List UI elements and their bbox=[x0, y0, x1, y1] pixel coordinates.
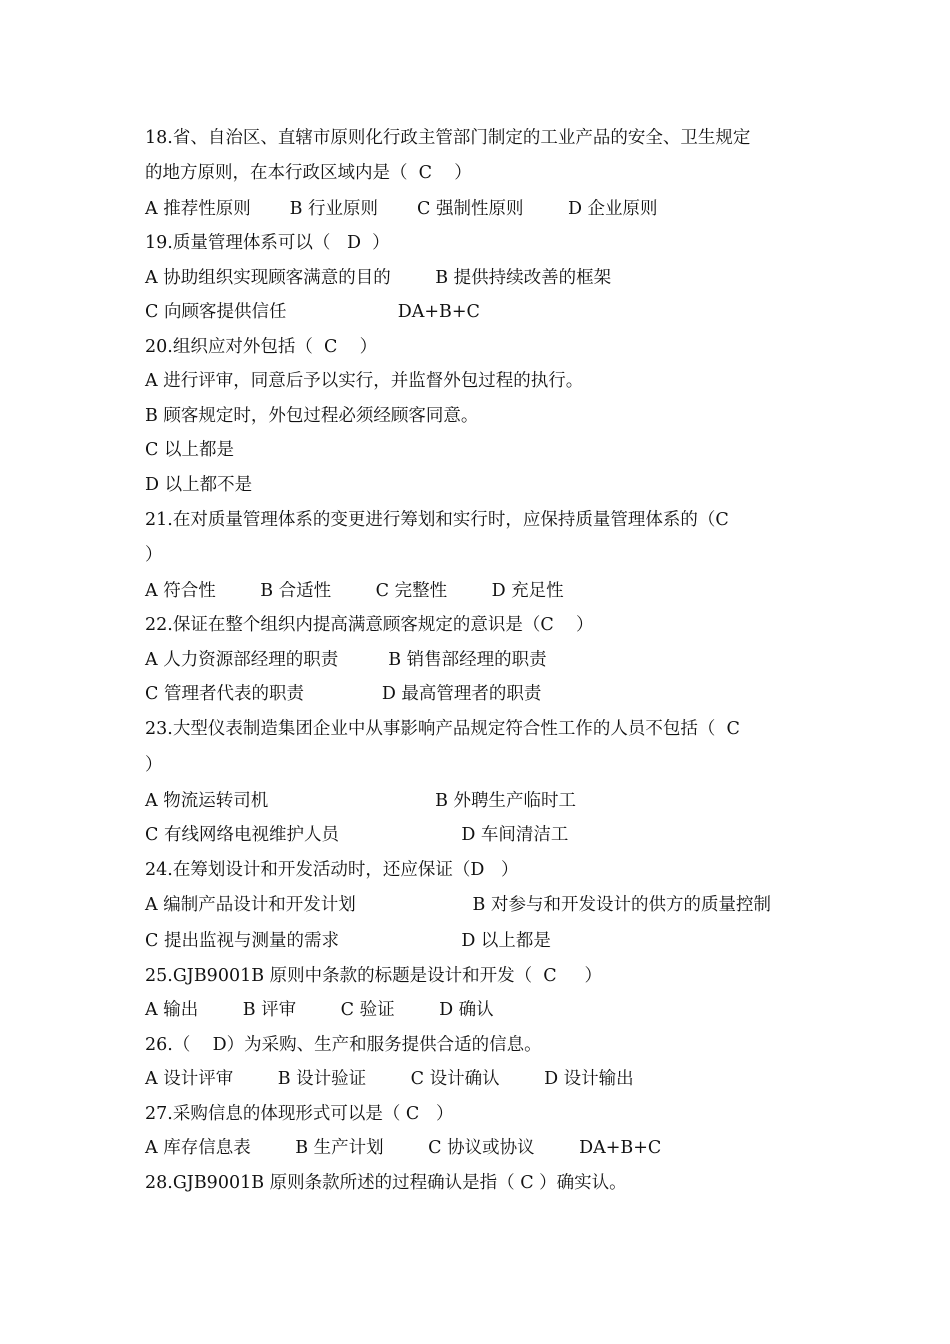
question-24: 24.在筹划设计和开发活动时，还应保证（D ） bbox=[145, 860, 519, 880]
question-23-options-cd: C 有线网络电视维护人员 D 车间清洁工 bbox=[145, 825, 569, 845]
question-18-line-1: 18.省、自治区、直辖市原则化行政主管部门制定的工业产品的安全、卫生规定 bbox=[145, 128, 751, 148]
question-21-line-2: ） bbox=[145, 545, 163, 565]
question-23-options-ab: A 物流运转司机 B 外聘生产临时工 bbox=[145, 791, 577, 811]
question-18-line-2: 的地方原则，在本行政区域内是（ C ） bbox=[145, 163, 472, 183]
question-23-line-1: 23.大型仪表制造集团企业中从事影响产品规定符合性工作的人员不包括（ C bbox=[145, 719, 740, 739]
question-20-option-d: D 以上都不是 bbox=[145, 475, 253, 495]
question-26-options: A 设计评审 B 设计验证 C 设计确认 D 设计输出 bbox=[145, 1069, 634, 1089]
question-22-options-cd: C 管理者代表的职责 D 最高管理者的职责 bbox=[145, 684, 542, 704]
question-25: 25.GJB9001B 原则中条款的标题是设计和开发（ C ） bbox=[145, 966, 602, 986]
question-25-options: A 输出 B 评审 C 验证 D 确认 bbox=[145, 1000, 494, 1020]
question-21-options: A 符合性 B 合适性 C 完整性 D 充足性 bbox=[145, 581, 564, 601]
question-22: 22.保证在整个组织内提高满意顾客规定的意识是（C ） bbox=[145, 615, 594, 635]
question-20-option-c: C 以上都是 bbox=[145, 440, 234, 460]
question-24-options-cd: C 提出监视与测量的需求 D 以上都是 bbox=[145, 931, 551, 951]
question-19: 19.质量管理体系可以（ D ） bbox=[145, 233, 390, 253]
question-20-option-b: B 顾客规定时，外包过程必须经顾客同意。 bbox=[145, 406, 479, 426]
question-24-options-ab: A 编制产品设计和开发计划 B 对参与和开发设计的供方的质量控制 bbox=[145, 895, 771, 915]
question-26: 26.（ D）为采购、生产和服务提供合适的信息。 bbox=[145, 1035, 542, 1055]
question-27-options: A 库存信息表 B 生产计划 C 协议或协议 DA+B+C bbox=[145, 1138, 662, 1158]
question-23-line-2: ） bbox=[145, 755, 163, 775]
question-19-options-cd: C 向顾客提供信任 DA+B+C bbox=[145, 302, 480, 322]
question-22-options-ab: A 人力资源部经理的职责 B 销售部经理的职责 bbox=[145, 650, 547, 670]
question-18-options: A 推荐性原则 B 行业原则 C 强制性原则 D 企业原则 bbox=[145, 199, 658, 219]
question-20: 20.组织应对外包括（ C ） bbox=[145, 337, 378, 357]
question-27: 27.采购信息的体现形式可以是（ C ） bbox=[145, 1104, 454, 1124]
question-19-options-ab: A 协助组织实现顾客满意的目的 B 提供持续改善的框架 bbox=[145, 268, 612, 288]
question-21-line-1: 21.在对质量管理体系的变更进行筹划和实行时，应保持质量管理体系的（C bbox=[145, 510, 729, 530]
question-20-option-a: A 进行评审，同意后予以实行，并监督外包过程的执行。 bbox=[145, 371, 584, 391]
question-28: 28.GJB9001B 原则条款所述的过程确认是指（ C ）确实认。 bbox=[145, 1173, 627, 1193]
